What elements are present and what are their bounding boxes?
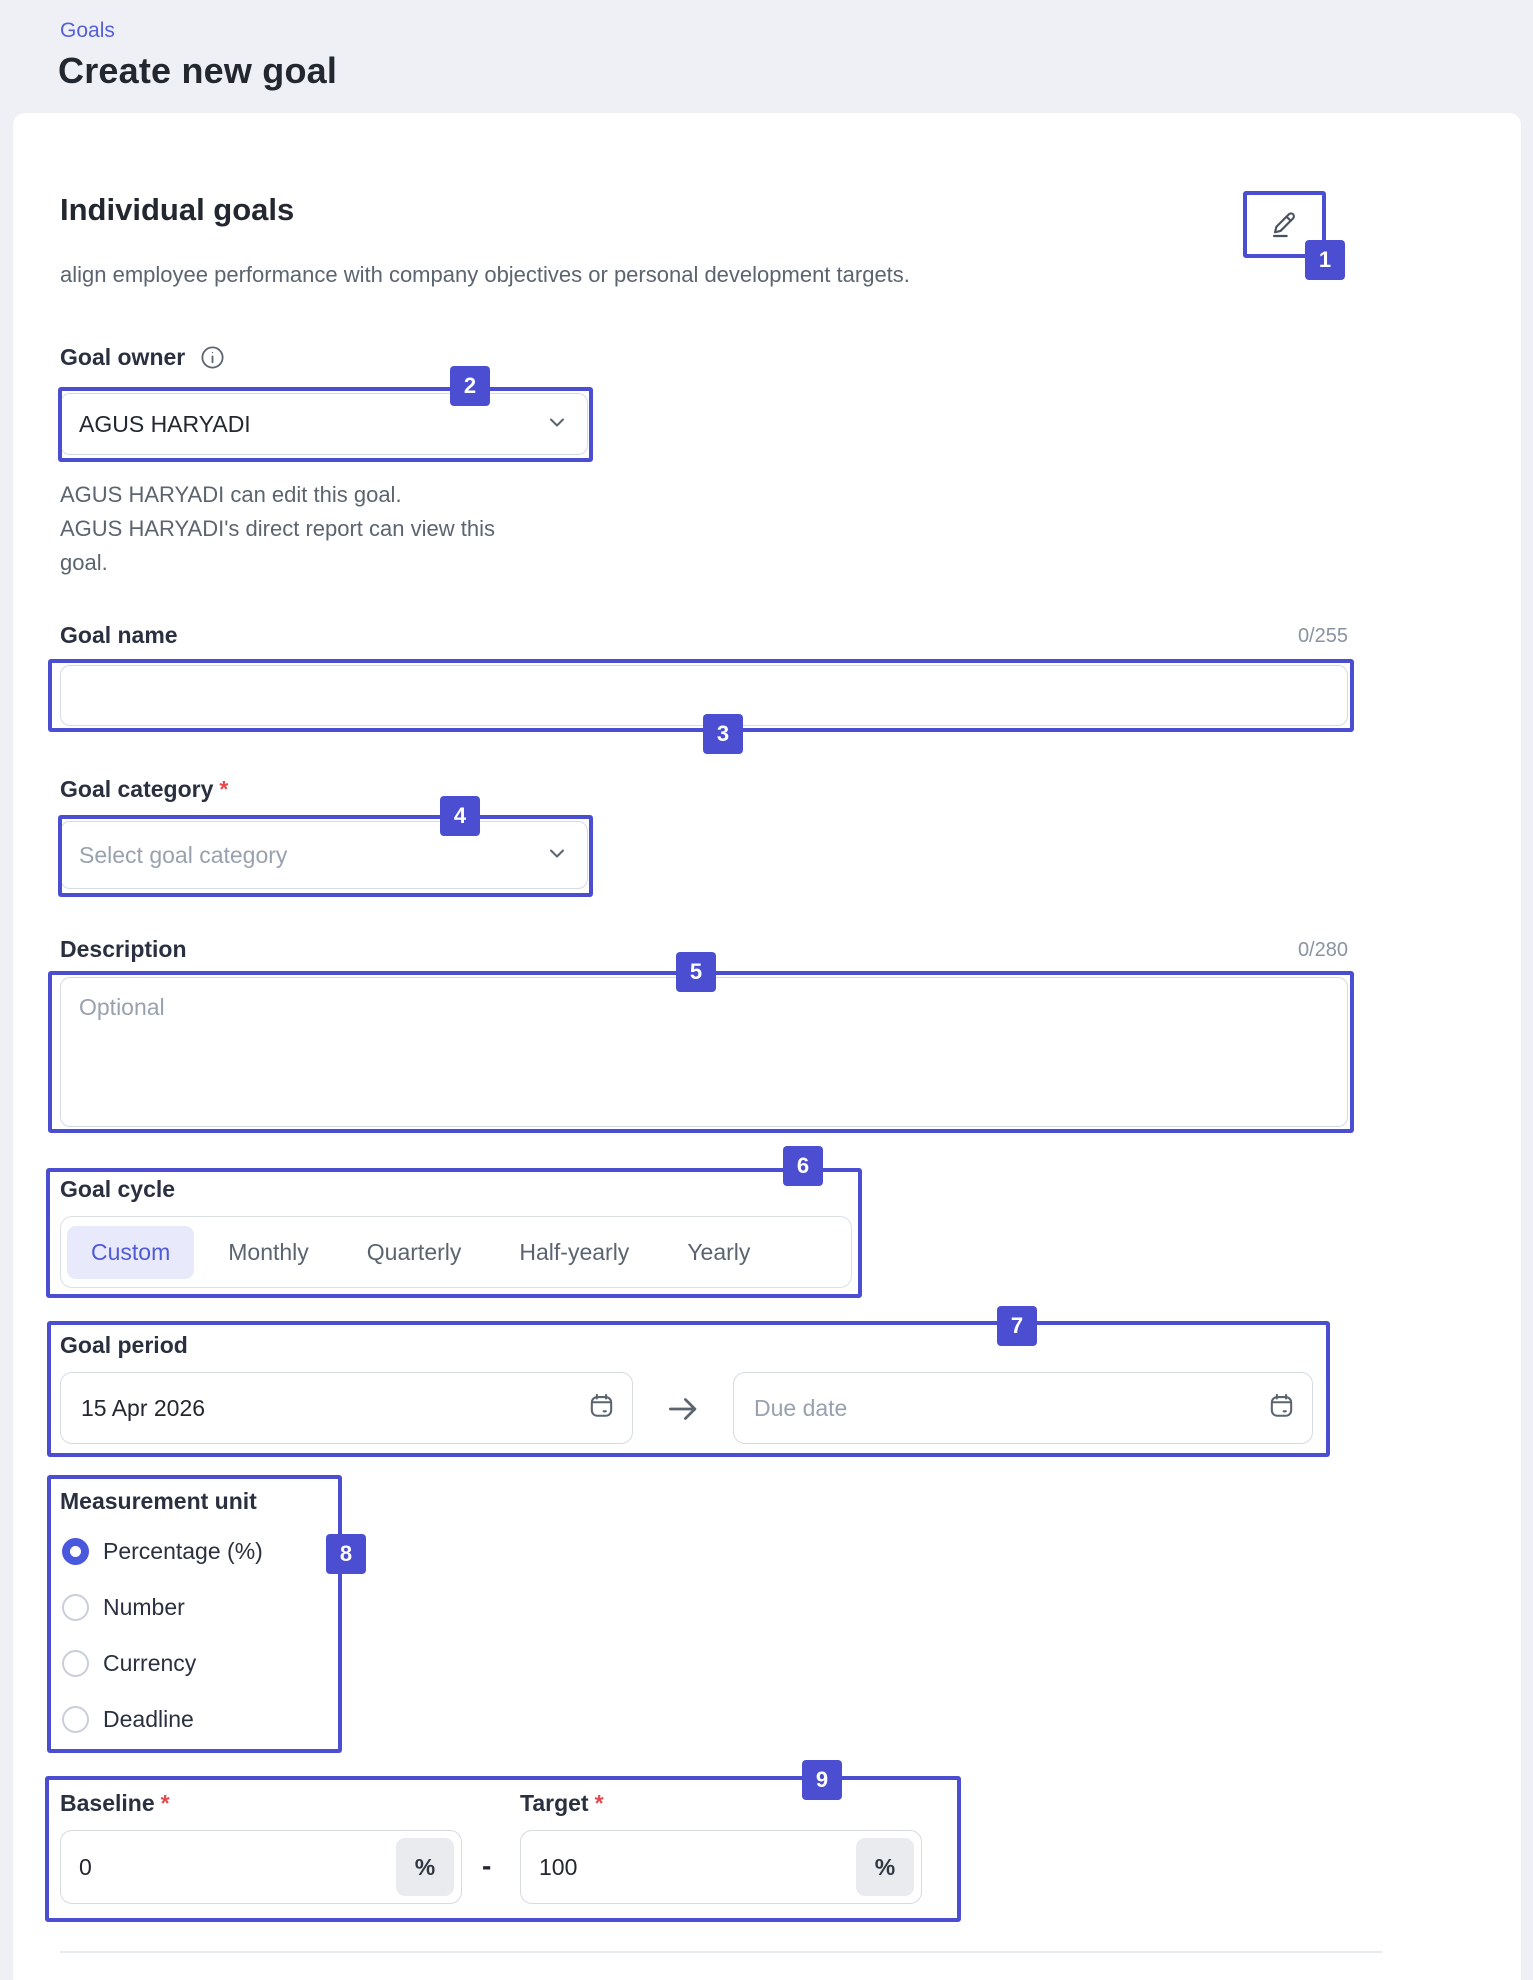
baseline-unit-chip: % xyxy=(396,1838,454,1896)
baseline-label: Baseline xyxy=(60,1790,155,1816)
info-icon[interactable] xyxy=(199,344,226,371)
goal-cycle-option-monthly[interactable]: Monthly xyxy=(228,1238,309,1265)
goal-owner-select[interactable] xyxy=(60,393,588,455)
annotation-tag-4: 4 xyxy=(440,796,480,836)
section-heading: Individual goals xyxy=(60,192,295,227)
radio-row-currency[interactable] xyxy=(62,1650,196,1677)
radio-currency[interactable] xyxy=(62,1650,89,1677)
goal-category-select[interactable] xyxy=(60,821,588,889)
radio-row-number[interactable] xyxy=(62,1594,185,1621)
goal-category-label-row xyxy=(60,776,228,803)
goal-category-required: * xyxy=(219,776,229,802)
pencil-line-icon xyxy=(1268,208,1300,243)
goal-cycle-option-quarterly[interactable]: Quarterly xyxy=(366,1238,462,1265)
measurement-unit-label: Measurement unit xyxy=(60,1488,257,1514)
range-separator: - xyxy=(482,1850,492,1881)
due-date-field[interactable] xyxy=(733,1372,1313,1444)
section-divider xyxy=(60,1951,1382,1953)
annotation-tag-3: 3 xyxy=(703,714,743,754)
chevron-down-icon xyxy=(545,410,569,439)
radio-percentage[interactable] xyxy=(62,1538,89,1565)
radio-row-deadline[interactable] xyxy=(62,1706,194,1733)
radio-currency-label: Currency xyxy=(103,1650,197,1676)
radio-deadline-label: Deadline xyxy=(103,1706,194,1732)
goal-name-counter: 0/255 xyxy=(1297,625,1348,647)
target-required: * xyxy=(594,1790,604,1816)
description-textarea[interactable] xyxy=(60,977,1348,1127)
annotation-tag-5: 5 xyxy=(676,952,716,992)
annotation-tag-2: 2 xyxy=(450,366,490,406)
baseline-label-row xyxy=(60,1790,170,1817)
target-unit-chip: % xyxy=(856,1838,914,1896)
target-label-row xyxy=(520,1790,604,1817)
page-title: Create new goal xyxy=(58,50,338,91)
arrow-right-icon xyxy=(664,1390,702,1433)
goal-period-label: Goal period xyxy=(60,1332,188,1358)
radio-number-label: Number xyxy=(103,1594,185,1620)
goal-owner-helper-line2: AGUS HARYADI's direct report can view this goal. xyxy=(60,516,495,575)
goal-owner-label: Goal owner xyxy=(60,344,186,370)
radio-row-percentage[interactable] xyxy=(62,1538,263,1565)
due-date-input[interactable] xyxy=(752,1394,1267,1423)
radio-number[interactable] xyxy=(62,1594,89,1621)
goal-cycle-option-custom[interactable]: Custom xyxy=(67,1226,194,1279)
goal-owner-helper xyxy=(60,478,535,580)
annotation-tag-6: 6 xyxy=(783,1146,823,1186)
edit-goal-button[interactable] xyxy=(1251,197,1317,253)
goal-owner-helper-line1: AGUS HARYADI can edit this goal. xyxy=(60,482,402,507)
description-label: Description xyxy=(60,936,187,962)
goal-cycle-option-half-yearly[interactable]: Half-yearly xyxy=(519,1238,630,1265)
calendar-icon[interactable] xyxy=(587,1391,616,1425)
goal-cycle-option-yearly[interactable]: Yearly xyxy=(687,1238,751,1265)
breadcrumb[interactable]: Goals xyxy=(60,19,115,42)
annotation-tag-7: 7 xyxy=(997,1306,1037,1346)
start-date-input[interactable] xyxy=(79,1394,587,1423)
goal-owner-value: AGUS HARYADI xyxy=(79,410,251,437)
description-counter: 0/280 xyxy=(1297,939,1348,961)
goal-cycle-label: Goal cycle xyxy=(60,1176,176,1202)
target-label: Target xyxy=(520,1790,589,1816)
goal-name-input[interactable] xyxy=(60,665,1348,726)
goal-category-label: Goal category xyxy=(60,776,214,802)
chevron-down-icon xyxy=(545,841,569,870)
start-date-field[interactable] xyxy=(60,1372,633,1444)
goal-name-label: Goal name xyxy=(60,622,178,648)
annotation-tag-9: 9 xyxy=(802,1760,842,1800)
goal-cycle-segmented xyxy=(60,1216,852,1288)
goal-owner-label-row xyxy=(60,344,226,371)
annotation-tag-1: 1 xyxy=(1305,240,1345,280)
radio-deadline[interactable] xyxy=(62,1706,89,1733)
section-subheading: align employee performance with company objectives or personal development targets. xyxy=(60,262,910,287)
annotation-tag-8: 8 xyxy=(326,1534,366,1574)
calendar-icon[interactable] xyxy=(1267,1391,1296,1425)
baseline-required: * xyxy=(160,1790,170,1816)
radio-percentage-label: Percentage (%) xyxy=(103,1538,263,1564)
goal-category-placeholder: Select goal category xyxy=(79,841,288,868)
